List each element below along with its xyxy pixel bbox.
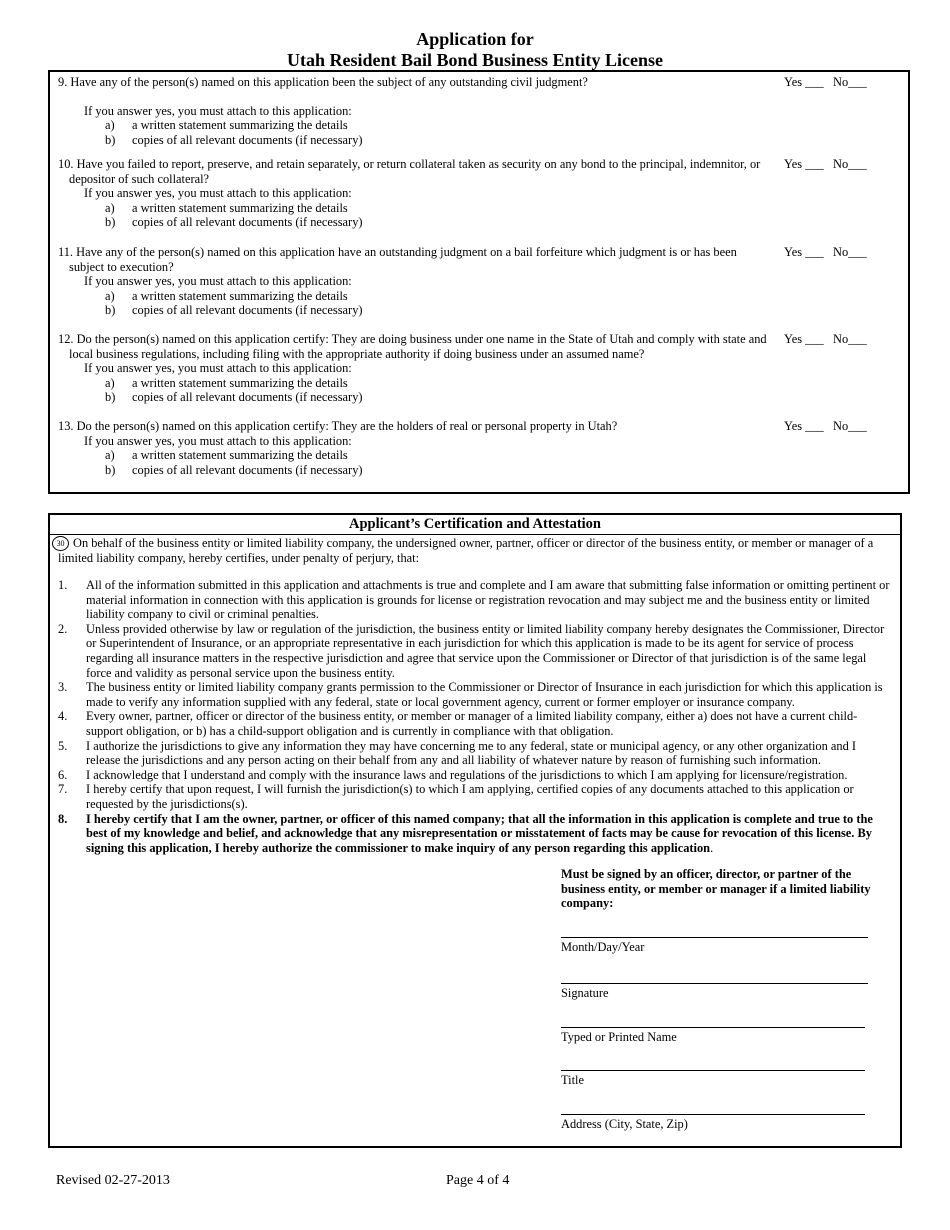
date-signature-line[interactable]: [561, 937, 868, 938]
question-11: [58, 245, 770, 318]
question-9: [58, 75, 770, 147]
question-10-item-b: b) copies of all relevant documents (if necessary): [105, 215, 363, 230]
question-9-yes-blank[interactable]: Yes ___: [784, 75, 824, 89]
title-label: Title: [561, 1073, 584, 1087]
certification-item-2: 2. Unless provided otherwise by law or regulation of the jurisdiction, the business entity or limited liability company hereby designates the Commissioner, Director or Superintendent of Insurance, or an appropriate representative in each jurisdiction for which this application is made to be its agent for service of process regarding all insurance matters in the respective jurisdiction and agree that service upon the Commissioner or Director of that jurisdiction is of the same legal force and validity as personal service upon the business entity.: [58, 621, 885, 680]
signature-line[interactable]: [561, 983, 868, 984]
question-13-yes-blank[interactable]: Yes ___: [784, 419, 824, 433]
question-9-yes-no[interactable]: [784, 75, 867, 90]
certification-heading: Applicant’s Certification and Attestation: [50, 515, 900, 535]
question-10-item-a: a) a written statement summarizing the details: [105, 200, 348, 215]
question-10-text: 10. Have you failed to report, preserve, and retain separately, or return collateral taken as security on any bond to the principal, indemnitor, or depositor of such collateral?: [58, 157, 761, 186]
certification-box: [48, 513, 902, 1148]
form-title-line-2: Utah Resident Bail Bond Business Entity License: [286, 50, 664, 70]
question-12-yes-no[interactable]: [784, 332, 867, 347]
form-title-line-1: Application for: [416, 29, 534, 49]
question-13-no-blank[interactable]: No___: [833, 419, 867, 433]
certification-item-1: 1. All of the information submitted in this application and attachments is true and complete and I am aware that submitting false information or omitting pertinent or material information in connection with this application is grounds for license or registration revocation and may subject me and the business entity or limited liability company to civil or criminal penalties.: [58, 578, 890, 622]
question-12-item-b: b) copies of all relevant documents (if necessary): [105, 390, 363, 405]
revision-date: Revised 02-27-2013: [56, 1173, 170, 1188]
question-9-text: 9. Have any of the person(s) named on this application been the subject of any outstanding civil judgment?: [58, 75, 588, 89]
question-11-yes-blank[interactable]: Yes ___: [784, 245, 824, 259]
certification-intro: [58, 536, 888, 566]
signature-instruction: Must be signed by an officer, director, or partner of the business entity, or member or manager if a limited liability company:: [561, 867, 871, 911]
certification-item-5: 5. I authorize the jurisdictions to give any information they may have concerning me to any federal, state or municipal agency, or any other organization and I release the jurisdictions and any person acting on their behalf from any and all liability of whatever nature by reason of furnishing such information.: [58, 738, 857, 768]
page-number: Page 4 of 4: [446, 1173, 510, 1188]
question-13-item-b: b) copies of all relevant documents (if necessary): [105, 462, 363, 477]
question-12-yes-blank[interactable]: Yes ___: [784, 332, 824, 346]
certification-item-3: 3. The business entity or limited liability company grants permission to the Commissioner or Director of Insurance in each jurisdiction for which this application is made to verify any information supplied with any federal, state or local government agency, current or former employer or insurance company.: [58, 680, 883, 709]
question-12-item-a: a) a written statement summarizing the details: [105, 375, 348, 390]
certification-item-7: 7. I hereby certify that upon request, I will furnish the jurisdiction(s) to which I am applying, certified copies of any documents attached to this application or requested by the jurisdictions(s).: [58, 782, 854, 811]
question-11-item-a: a) a written statement summarizing the details: [105, 288, 348, 303]
question-13-text: 13. Do the person(s) named on this application certify: They are the holders of real or personal property in Utah?: [58, 419, 618, 433]
date-label: Month/Day/Year: [561, 940, 645, 954]
question-11-text: 11. Have any of the person(s) named on this application have an outstanding judgment on a bail forfeiture which judgment is or has been subject to execution?: [58, 245, 737, 274]
question-number-marker: 30: [52, 536, 69, 551]
question-12-attach-note: If you answer yes, you must attach to this application:: [84, 361, 352, 376]
certification-items: [58, 578, 892, 855]
certification-intro-text: On behalf of the business entity or limited liability company, the undersigned owner, partner, officer or director of the business entity, or member or manager of a limited liability company, hereby certifies, under penalty of perjury, that:: [58, 536, 874, 565]
question-9-item-a: a) a written statement summarizing the details: [105, 118, 348, 133]
question-13: [58, 419, 770, 477]
question-13-item-a: a) a written statement summarizing the details: [105, 448, 348, 463]
question-12-text: 12. Do the person(s) named on this application certify: They are doing business under one name in the State of Utah and comply with state and local business regulations, including filing with the appropriate authority if doing business under an assumed name?: [58, 332, 767, 361]
question-12-no-blank[interactable]: No___: [833, 332, 867, 346]
printed-name-line[interactable]: [561, 1027, 865, 1028]
signature-block: [561, 867, 881, 1131]
title-line[interactable]: [561, 1070, 865, 1071]
question-11-no-blank[interactable]: No___: [833, 245, 867, 259]
question-9-no-blank[interactable]: No___: [833, 75, 867, 89]
question-10-attach-note: If you answer yes, you must attach to this application:: [84, 186, 352, 201]
question-9-attach-note: If you answer yes, you must attach to this application:: [84, 103, 352, 118]
address-label: Address (City, State, Zip): [561, 1117, 688, 1131]
question-12: [58, 332, 770, 405]
question-10-no-blank[interactable]: No___: [833, 157, 867, 171]
printed-name-label: Typed or Printed Name: [561, 1030, 677, 1044]
certification-item-8: 8. I hereby certify that I am the owner, partner, or officer of this named company; that all the information in this application is complete and true to the best of my knowledge and belief, and acknowledge that any misrepresentation or misstatement of facts may be cause for revocation of this license. By signing this application, I hereby authorize the commissioner to make inquiry of any person regarding this application.: [58, 811, 873, 855]
question-11-attach-note: If you answer yes, you must attach to this application:: [84, 274, 352, 289]
question-13-attach-note: If you answer yes, you must attach to this application:: [84, 433, 352, 448]
signature-label: Signature: [561, 986, 609, 1000]
question-10: [58, 157, 770, 230]
address-line[interactable]: [561, 1114, 865, 1115]
questions-box: [48, 70, 910, 494]
certification-item-4: 4. Every owner, partner, officer or director of the business entity, or member or manager of a limited liability company, either a) does not have a current child-support obligation, or b) has a child-support obligation and is currently in compliance with that obligation.: [58, 709, 858, 738]
question-11-yes-no[interactable]: [784, 245, 867, 260]
question-11-item-b: b) copies of all relevant documents (if necessary): [105, 303, 363, 318]
question-10-yes-no[interactable]: [784, 157, 867, 172]
certification-item-6: 6. I acknowledge that I understand and comply with the insurance laws and regulations of the jurisdictions to which I am applying for licensure/registration.: [58, 767, 848, 782]
question-13-yes-no[interactable]: [784, 419, 867, 434]
question-10-yes-blank[interactable]: Yes ___: [784, 157, 824, 171]
question-9-item-b: b) copies of all relevant documents (if necessary): [105, 132, 363, 147]
